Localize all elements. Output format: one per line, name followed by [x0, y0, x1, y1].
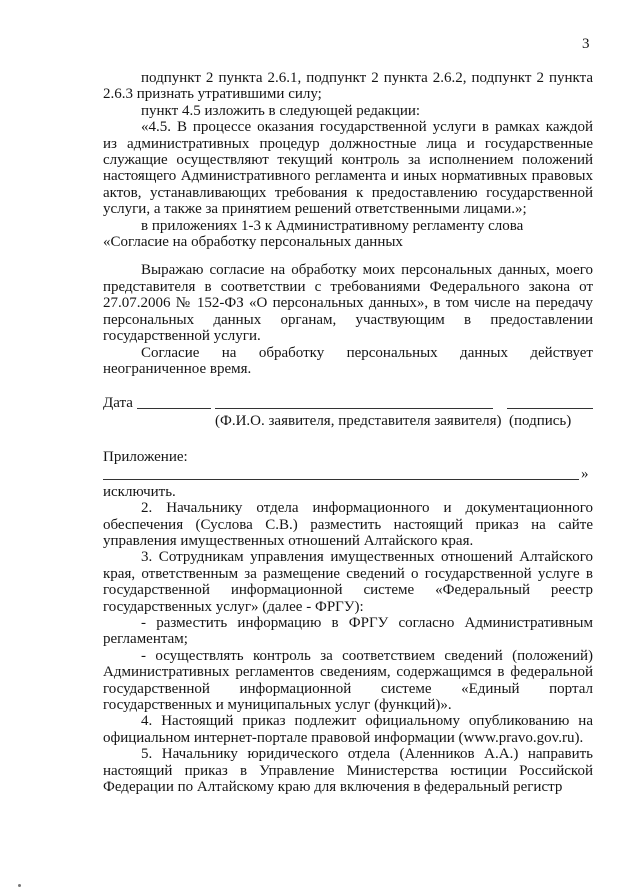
item-3-sub-a: - разместить информацию в ФРГУ согласно Административным регламентам; — [103, 614, 593, 648]
scan-dot — [18, 884, 21, 887]
consent-paragraph-1: Выражаю согласие на обработку моих персональных данных, моего представителя в соответствии с требованиями Федерального закона от 27.07.2006 № 152-ФЗ «О персональных данных», в том числе на передачу персональных данных органам, участвующим в предоставлении государственной услуги. — [103, 262, 593, 345]
fio-blank-line — [215, 408, 493, 409]
date-signature-row — [103, 395, 593, 413]
signature-caption: (подпись) — [509, 413, 572, 430]
item-5: 5. Начальнику юридического отдела (Аленников А.А.) направить настоящий приказ в Управление Министерства юстиции Российской Федерации по Алтайскому краю для включения в федеральный регистр — [103, 746, 593, 796]
date-blank-line — [137, 408, 211, 409]
date-label: Дата — [103, 395, 133, 412]
page-number: 3 — [582, 36, 590, 52]
item-3-sub-b: - осуществлять контроль за соответствием сведений (положений) Административных регламентов сведениям, содержащимся в федеральной государственной информационной системе «Единый портал государственных и муниципальных услуг (функций)». — [103, 647, 593, 713]
paragraph-clause-4-5-intro: пункт 4.5 изложить в следующей редакции: — [141, 102, 421, 119]
consent-heading: «Согласие на обработку персональных данных — [103, 234, 403, 251]
appendix-line — [103, 466, 593, 484]
signature-captions — [103, 413, 593, 431]
item-3: 3. Сотрудникам управления имущественных отношений Алтайского края, ответственным за размещение сведений о государственной услуге в государственной информационной системе «Федеральный реестр государственных услуг» (далее - ФРГУ): — [103, 549, 593, 615]
consent-paragraph-2: Согласие на обработку персональных данных действует неограниченное время. — [103, 344, 593, 377]
paragraph-clause-4-5-text: «4.5. В процессе оказания государственной услуги в рамках каждой из административных процедур должностные лица и государственные служащие осуществляют текущий контроль за исполнением положений настоящего Административного регламента и иных нормативных правовых актов, устанавливающих требования к предоставлению государственной услуги, а также за принятием решений ответственными лицами.»; — [103, 119, 593, 218]
appendix-label: Приложение: — [103, 449, 188, 466]
fio-caption: (Ф.И.О. заявителя, представителя заявителя) — [215, 413, 502, 430]
item-2: 2. Начальнику отдела информационного и документационного обеспечения (Суслова С.В.) разместить настоящий приказ на сайте управления имущественных отношений Алтайского края. — [103, 500, 593, 549]
paragraph-appendices-words: в приложениях 1-3 к Административному регламенту слова — [141, 217, 524, 234]
paragraph-subclauses-void: подпункт 2 пункта 2.6.1, подпункт 2 пункта 2.6.2, подпункт 2 пункта 2.6.3 признать утратившими силу; — [103, 70, 593, 103]
item-4: 4. Настоящий приказ подлежит официальному опубликованию на официальном интернет-портале правовой информации (www.pravo.gov.ru). — [103, 713, 593, 746]
appendix-closing-quote: » — [581, 465, 589, 482]
document-body — [103, 70, 593, 795]
exclude-word: исключить. — [103, 483, 176, 500]
signature-blank-line — [507, 408, 593, 409]
appendix-blank-line — [103, 479, 579, 480]
